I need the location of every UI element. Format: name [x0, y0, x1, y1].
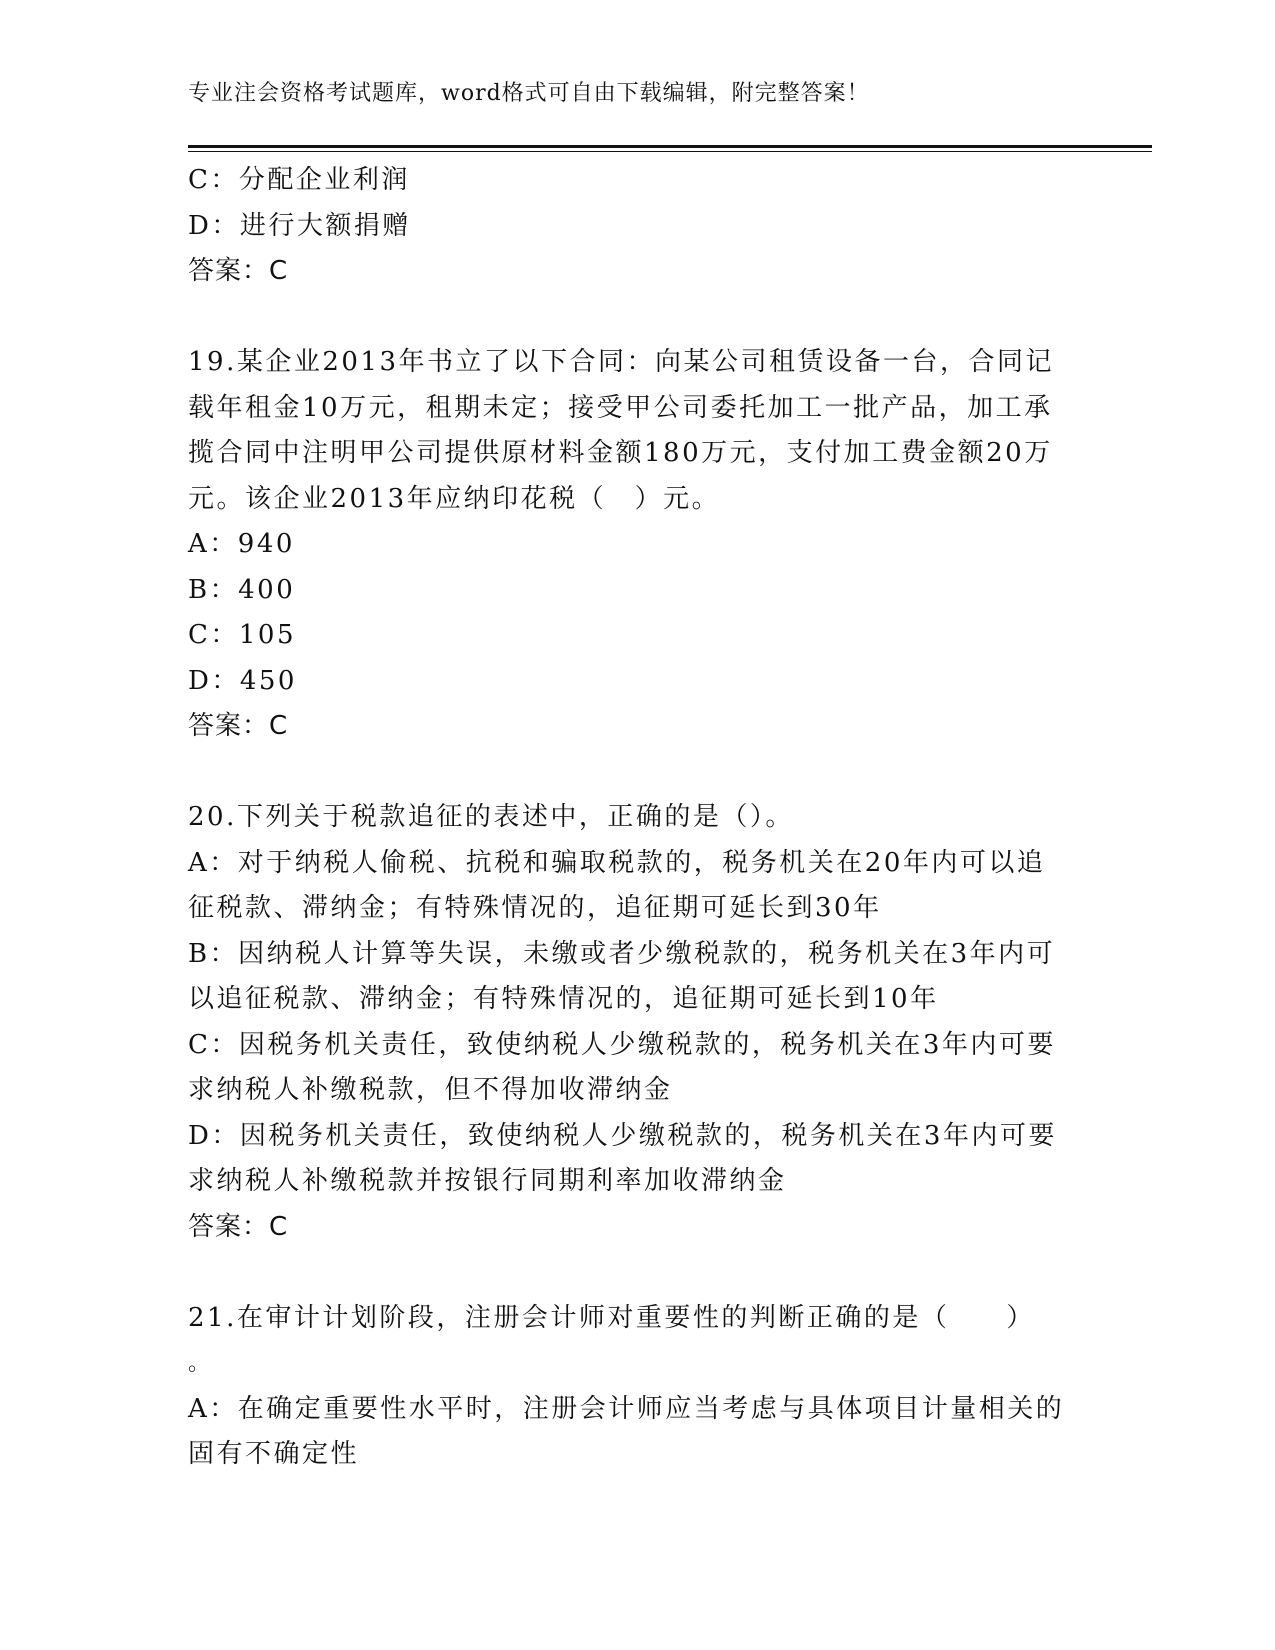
header-divider-thin — [188, 151, 1152, 152]
question-21 — [188, 1296, 1088, 1478]
option-d: D：450 — [188, 665, 297, 696]
header-divider — [188, 145, 1152, 148]
option-a-line: 固有不确定性 — [188, 1439, 360, 1469]
question-stem-line: 19.某企业2013年书立了以下合同：向某公司租赁设备一台，合同记 — [188, 347, 1055, 377]
answer: 答案：C — [188, 711, 289, 741]
question-19 — [188, 340, 1088, 750]
question-stem-line: 揽合同中注明甲公司提供原材料金额180万元，支付加工费金额20万 — [188, 438, 1053, 468]
question-stem-line: 元。该企业2013年应纳印花税（ ）元。 — [188, 483, 721, 514]
option-d: D：进行大额捐赠 — [188, 210, 411, 241]
option-b-line: B：因纳税人计算等失误，未缴或者少缴税款的，税务机关在3年内可 — [188, 938, 1056, 969]
answer: 答案：C — [188, 1211, 289, 1242]
option-a: A：940 — [188, 529, 295, 559]
question-stem-line: 21.在审计计划阶段，注册会计师对重要性的判断正确的是（ ） — [188, 1302, 1035, 1333]
question-stem-line: 20.下列关于税款追征的表述中，正确的是（）。 — [188, 802, 794, 832]
option-a-line: A：在确定重要性水平时，注册会计师应当考虑与具体项目计量相关的 — [188, 1393, 1065, 1424]
option-a-line: A：对于纳税人偷税、抗税和骗取税款的，税务机关在20年内可以追 — [188, 847, 1046, 878]
option-d-line: 求纳税人补缴税款并按银行同期利率加收滞纳金 — [188, 1166, 787, 1196]
option-c: C：105 — [188, 620, 297, 650]
question-20 — [188, 795, 1088, 1250]
document-body — [188, 158, 1088, 1478]
question-18 — [188, 158, 1088, 295]
option-a-line: 征税款、滞纳金；有特殊情况的，追征期可延长到30年 — [188, 893, 882, 923]
option-c-line: 求纳税人补缴税款，但不得加收滞纳金 — [188, 1075, 673, 1105]
option-c: C：分配企业利润 — [188, 165, 410, 195]
option-c-line: C：因税务机关责任，致使纳税人少缴税款的，税务机关在3年内可要 — [188, 1029, 1056, 1060]
option-d-line: D：因税务机关责任，致使纳税人少缴税款的，税务机关在3年内可要 — [188, 1120, 1057, 1151]
question-stem-line: 。 — [188, 1351, 213, 1376]
answer: 答案：C — [188, 256, 289, 286]
option-b: B：400 — [188, 574, 296, 605]
page-header: 专业注会资格考试题库，word格式可自由下载编辑，附完整答案！ — [188, 81, 870, 106]
question-stem-line: 载年租金10万元，租期未定；接受甲公司委托加工一批产品，加工承 — [188, 392, 1053, 423]
option-b-line: 以追征税款、滞纳金；有特殊情况的，追征期可延长到10年 — [188, 984, 939, 1014]
